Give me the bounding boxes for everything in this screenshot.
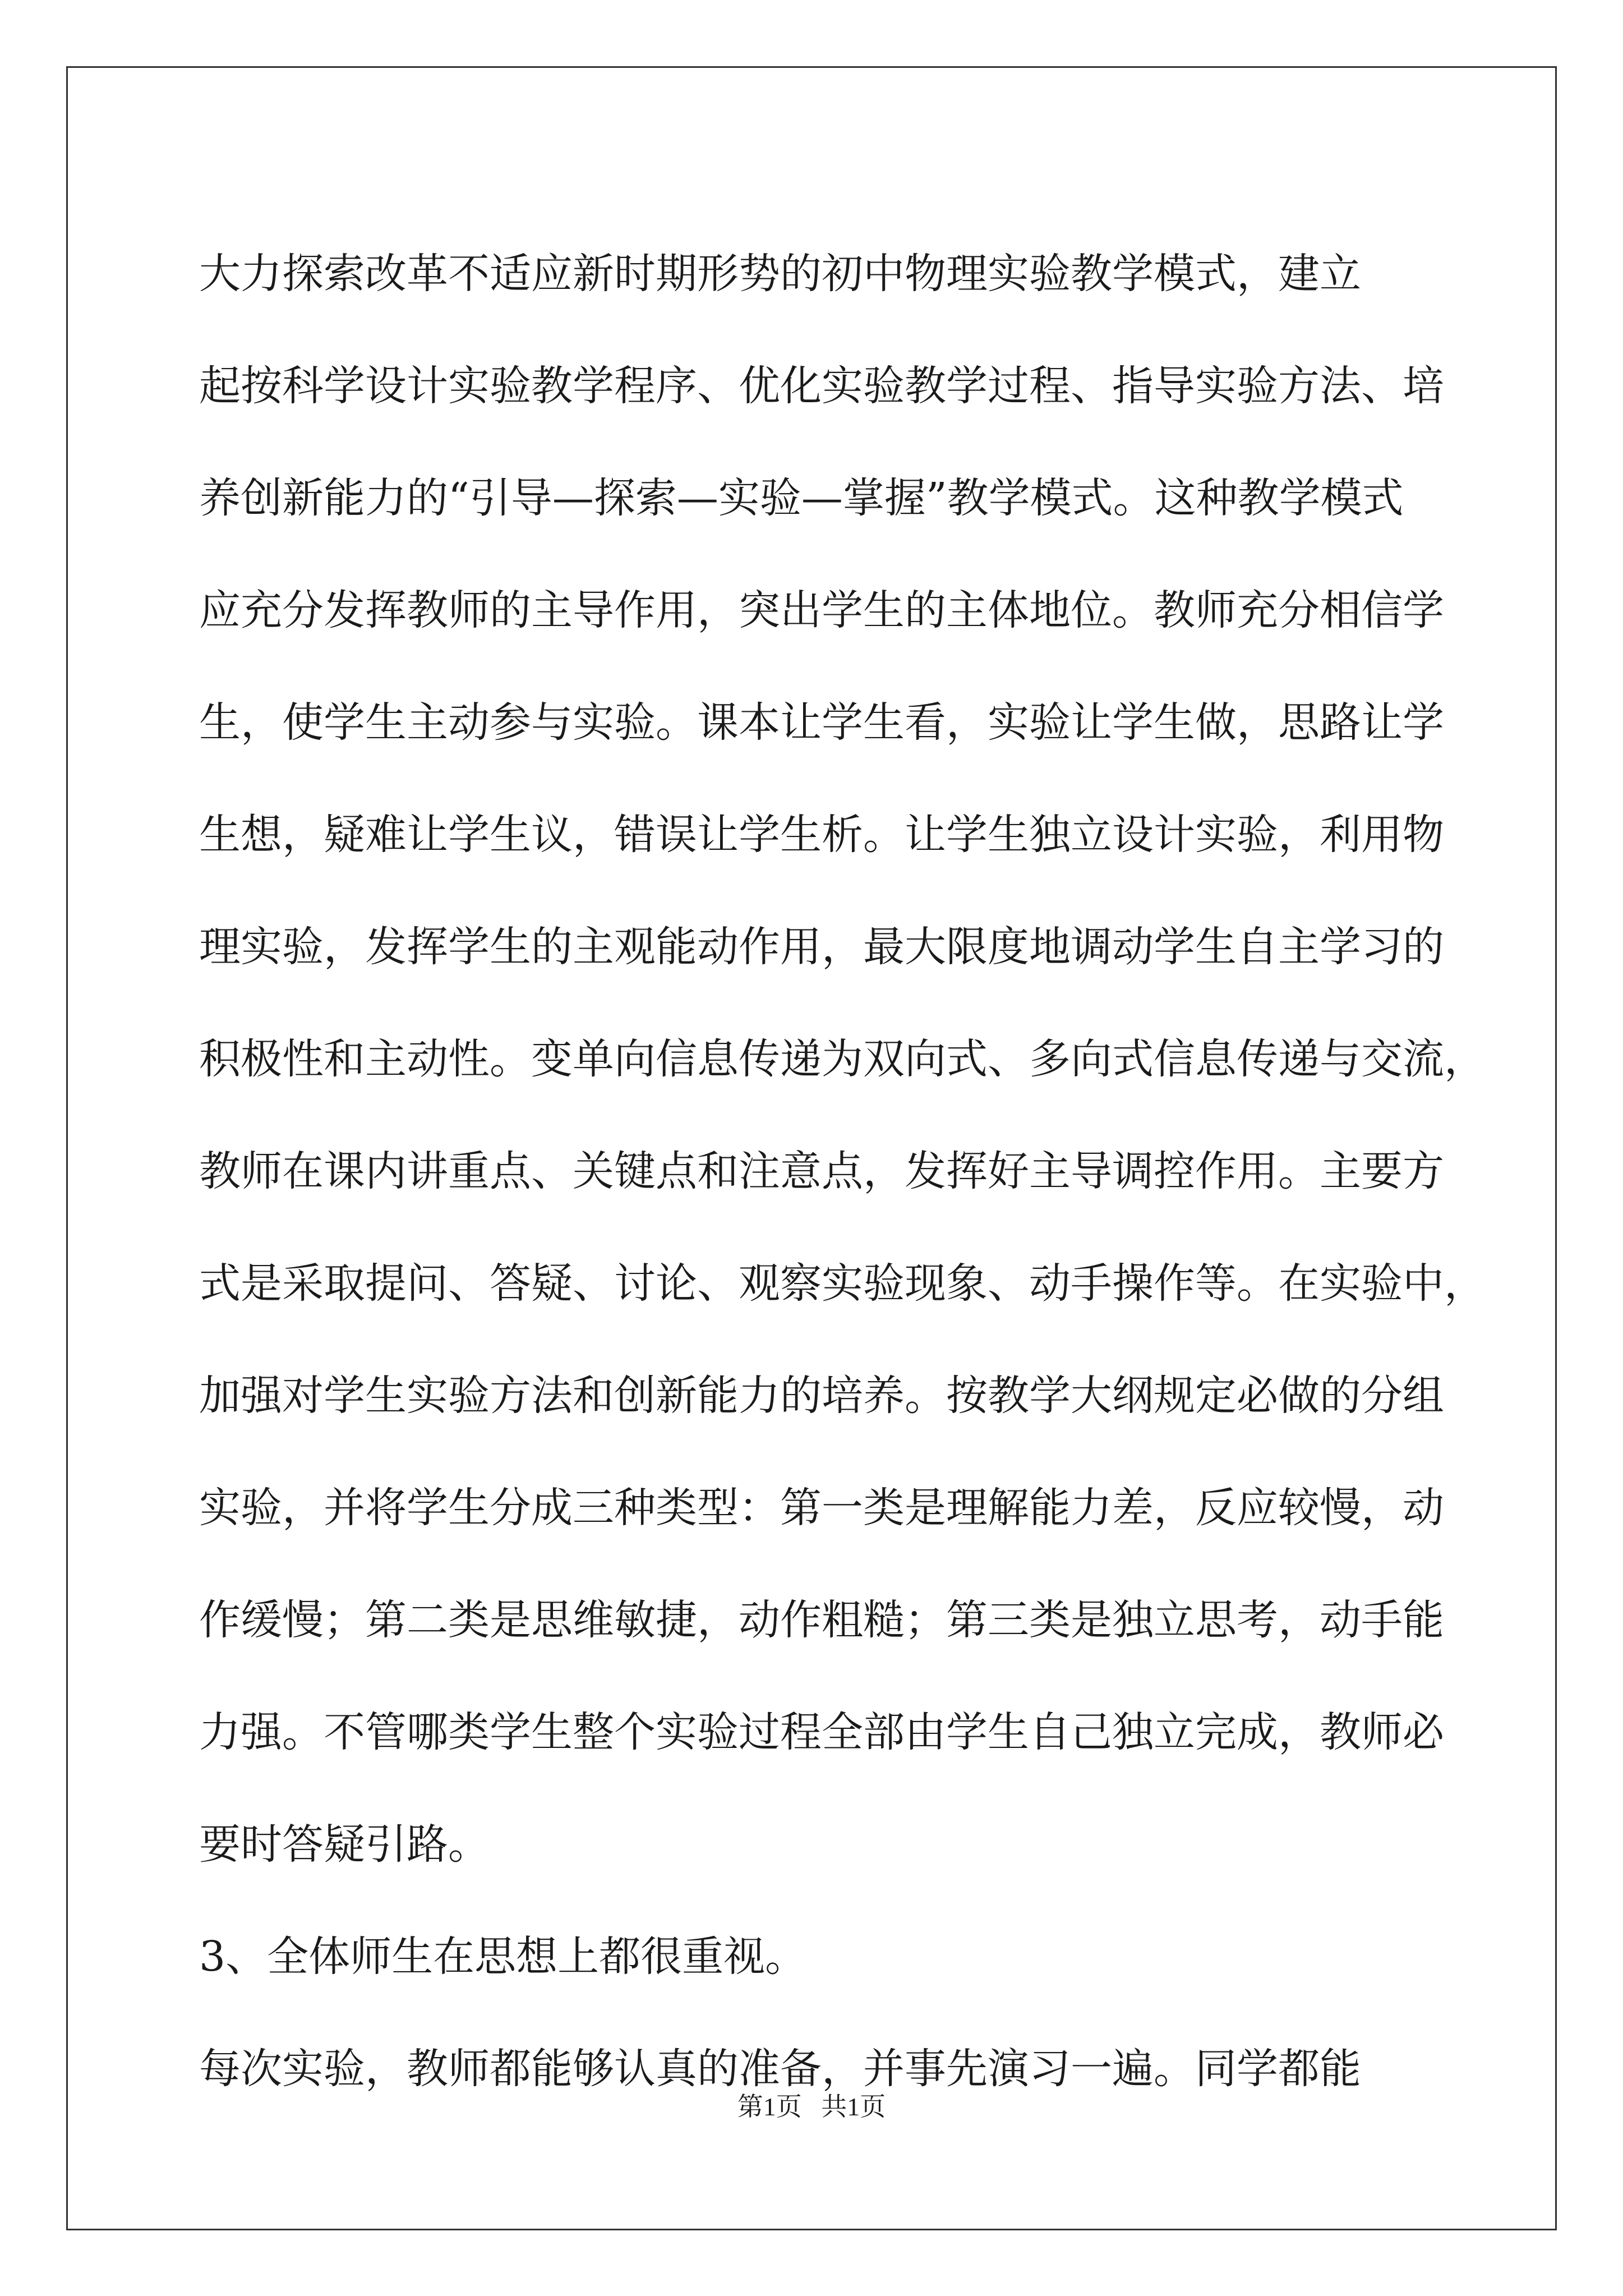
- paragraph-line: 式是采取提问、答疑、讨论、观察实验现象、动手操作等。在实验中，: [199, 1259, 1486, 1308]
- page-number-footer: 第1页 共1页: [737, 2092, 886, 2121]
- paragraph-line: 加强对学生实验方法和创新能力的培养。按教学大纲规定必做的分组: [199, 1372, 1444, 1420]
- paragraph-line: 理实验，发挥学生的主观能动作用，最大限度地调动学生自主学习的: [199, 923, 1444, 971]
- paragraph-line: 作缓慢；第二类是思维敏捷，动作粗糙；第三类是独立思考，动手能: [199, 1596, 1444, 1644]
- paragraph-line: 实验，并将学生分成三种类型：第一类是理解能力差，反应较慢，动: [199, 1484, 1444, 1532]
- section-heading: 3、全体师生在思想上都很重视。: [199, 1932, 807, 1981]
- paragraph-line: 应充分发挥教师的主导作用，突出学生的主体地位。教师充分相信学: [199, 586, 1444, 634]
- paragraph-line: 要时答疑引路。: [199, 1820, 490, 1869]
- paragraph-line: 生想，疑难让学生议，错误让学生析。让学生独立设计实验，利用物: [199, 811, 1444, 859]
- paragraph-line: 积极性和主动性。变单向信息传递为双向式、多向式信息传递与交流，: [199, 1035, 1486, 1083]
- paragraph-line: 力强。不管哪类学生整个实验过程全部由学生自己独立完成，教师必: [199, 1708, 1444, 1756]
- paragraph-line: 教师在课内讲重点、关键点和注意点，发挥好主导调控作用。主要方: [199, 1147, 1444, 1195]
- paragraph-line: 大力探索改革不适应新时期形势的初中物理实验教学模式，建立: [199, 250, 1361, 298]
- paragraph-line: 生，使学生主动参与实验。课本让学生看，实验让学生做，思路让学: [199, 698, 1444, 747]
- paragraph-line: 起按科学设计实验教学程序、优化实验教学过程、指导实验方法、培: [199, 362, 1444, 410]
- paragraph-line: 养创新能力的“引导—探索—实验—掌握”教学模式。这种教学模式: [199, 474, 1404, 522]
- paragraph-line: 每次实验，教师都能够认真的准备，并事先演习一遍。同学都能: [199, 2045, 1361, 2093]
- document-body: [199, 218, 1486, 2125]
